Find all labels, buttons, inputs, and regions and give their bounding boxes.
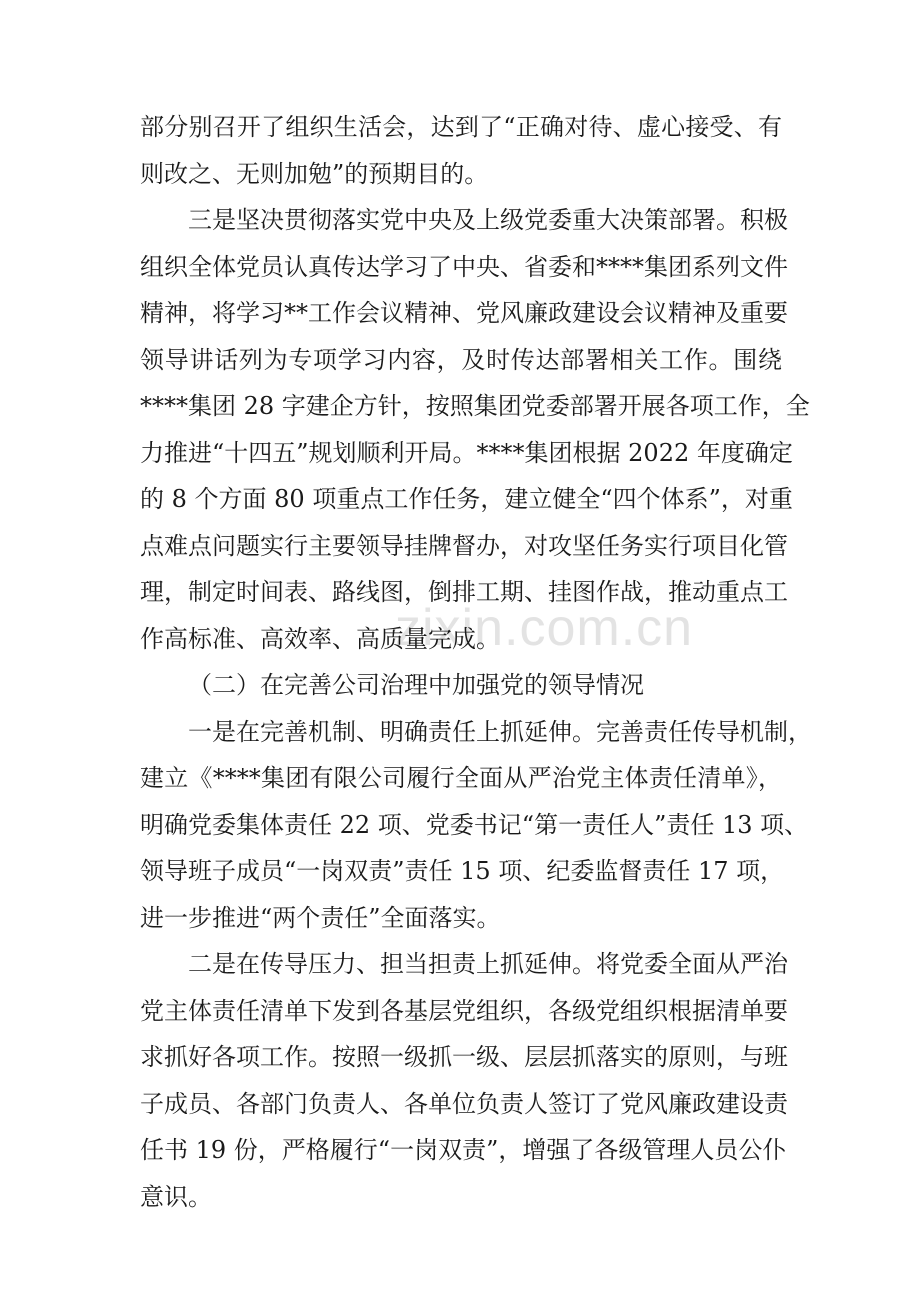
text-line: 力推进“十四五”规划顺利开局。****集团根据 2022 年度确定	[140, 438, 793, 467]
text-line: 部分别召开了组织生活会，达到了“正确对待、虚心接受、有	[140, 113, 782, 141]
text-line: 则改之、无则加勉”的预期目的。	[140, 159, 489, 188]
document-body	[140, 104, 812, 1220]
text-line: 点难点问题实行主要领导挂牌督办，对攻坚任务实行项目化管	[140, 531, 788, 560]
section-heading: （二）在完善公司治理中加强党的领导情况	[188, 671, 644, 699]
text-line: 精神，将学习**工作会议精神、党风廉政建设会议精神及重要	[140, 299, 788, 327]
text-line: 明确党委集体责任 22 项、党委书记“第一责任人”责任 13 项、	[140, 810, 809, 839]
watermark: zixin.com.cn	[395, 599, 694, 657]
text-line: 领导班子成员“一岗双责”责任 15 项、纪委监督责任 17 项，	[140, 857, 785, 885]
text-line: 进一步推进“两个责任”全面落实。	[140, 903, 501, 932]
text-line: 理，制定时间表、路线图，倒排工期、挂图作战，推动重点工	[140, 578, 788, 606]
text-line: 求抓好各项工作。按照一级抓一级、层层抓落实的原则，与班	[140, 1043, 788, 1071]
paragraph-start-line: 三是坚决贯彻落实党中央及上级党委重大决策部署。积极	[188, 206, 788, 234]
text-line: 任书 19 份，严格履行“一岗双责”，增强了各级管理人员公仆	[140, 1136, 787, 1164]
text-line: 子成员、各部门负责人、各单位负责人签订了党风廉政建设责	[140, 1089, 788, 1118]
text-line: 意识。	[140, 1182, 212, 1211]
text-line: 建立《****集团有限公司履行全面从严治党主体责任清单》，	[140, 764, 782, 792]
text-line: 领导讲话列为专项学习内容，及时传达部署相关工作。围绕	[140, 345, 782, 374]
text-line: ****集团 28 字建企方针，按照集团党委部署开展各项工作，全	[140, 392, 810, 420]
paragraph-start-line: 一是在完善机制、明确责任上抓延伸。完善责任传导机制，	[188, 717, 812, 746]
text-line: 作高标准、高效率、高质量完成。	[140, 624, 500, 653]
text-line: 组织全体党员认真传达学习了中央、省委和****集团系列文件	[140, 252, 788, 281]
text-line: 党主体责任清单下发到各基层党组织，各级党组织根据清单要	[140, 996, 788, 1025]
paragraph-start-line: 二是在传导压力、担当担责上抓延伸。将党委全面从严治	[188, 950, 788, 978]
text-line: 的 8 个方面 80 项重点工作任务，建立健全“四个体系”，对重	[140, 485, 793, 513]
